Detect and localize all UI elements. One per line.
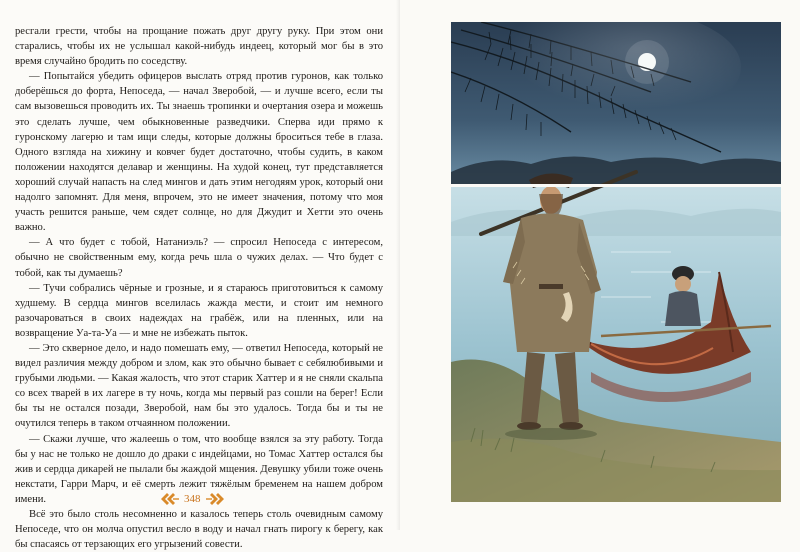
paragraph: — Попытайся убедить офицеров выслать отряд против гуронов, как только доберёшься до форта, Непоседа, — начал Зверобой, — и лучше всего, если ты сам вызовешься проводить их. Ты знаешь тропинки и очертания озера и можешь это сделать лучше, чем обыкновенные разведчики. Сперва иди прямо к гуронскому лагерю и там ищи следы, которые должны броситься тебе в глаза. Одного взгляда на хижину и ковчег будет достаточно, чтобы судить, в каком положении находятся делавар и женщины. На худой конец, тут представляется хороший случай напасть на след мингов и дать этим негодяям урок, который они надолго запомнят. Для меня, впрочем, это не имеет значения, потому что моя участь решится раньше, чем сядет солнце, но для Джудит и Хетти это очень важно.: [15, 71, 383, 234]
right-page: [400, 0, 800, 530]
ornament-left-icon: [160, 492, 180, 506]
left-page: [0, 0, 400, 551]
page-footer: [160, 491, 225, 507]
shore-scene: [451, 172, 781, 502]
illustration: [451, 22, 781, 502]
paragraph: — Это скверное дело, и надо помешать ему, — ответил Непоседа, который не видел различия между добром и злом, как это обычно бывает с себялюбивыми и грубыми людьми. — Какая жалость, что этот старик Хаттер и я не сняли скальпа со всех тварей в их лагере в ту ночь, когда мы первый раз сошли на берег! Если бы ты не остался позади, Зверобой, нам бы это удалось. Тогда бы и ты не очутился теперь в таком отчаянном положении.: [15, 342, 383, 430]
page-number: 348: [184, 493, 201, 505]
night-sky-scene: [451, 22, 781, 186]
paragraph: — Тучи собрались чёрные и грозные, и я стараюсь приготовиться к самому худшему. В сердца мингов вселилась жажда мести, и стоит им немного разочароваться в своих надеждах на грабёж, или на пленных, или на возвращение Уа-та-Уа — и мне не избежать пыток.: [15, 282, 383, 339]
paragraph: ресгали грести, чтобы на прощание пожать друг другу руку. При этом они старались, чтобы их не услышал какой-нибудь индеец, который мог бы в это время случайно бродить по соседству.: [15, 26, 383, 68]
paragraph: Всё это было столь несомненно и казалось теперь столь очевидным самому Непоседе, что он молча опустил весло в воду и начал гнать пирогу к берегу, как бы спасаясь от терзающих его угрызений совести.: [15, 509, 383, 551]
paragraph: — А что будет с тобой, Натаниэль? — спросил Непоседа с интересом, обычно не свойственным ему, когда речь шла о чужих делах. — Что будет с тобой, как ты думаешь?: [15, 237, 383, 279]
ornament-right-icon: [205, 492, 225, 506]
paragraph: — Скажи лучше, что жалеешь о том, что вообще взялся за эту работу. Тогда бы у нас не только не дошло до драки с индейцами, но Томас Хаттер остался бы жив и сердца дикарей не пылали бы жаждой мщения. Девушку убили тоже очень некстати, Гарри Марч, и её смерть лежит тяжёлым бременем на нашем добром имени.: [15, 433, 383, 505]
panel-separator: [451, 184, 781, 187]
text-block: [15, 24, 383, 552]
